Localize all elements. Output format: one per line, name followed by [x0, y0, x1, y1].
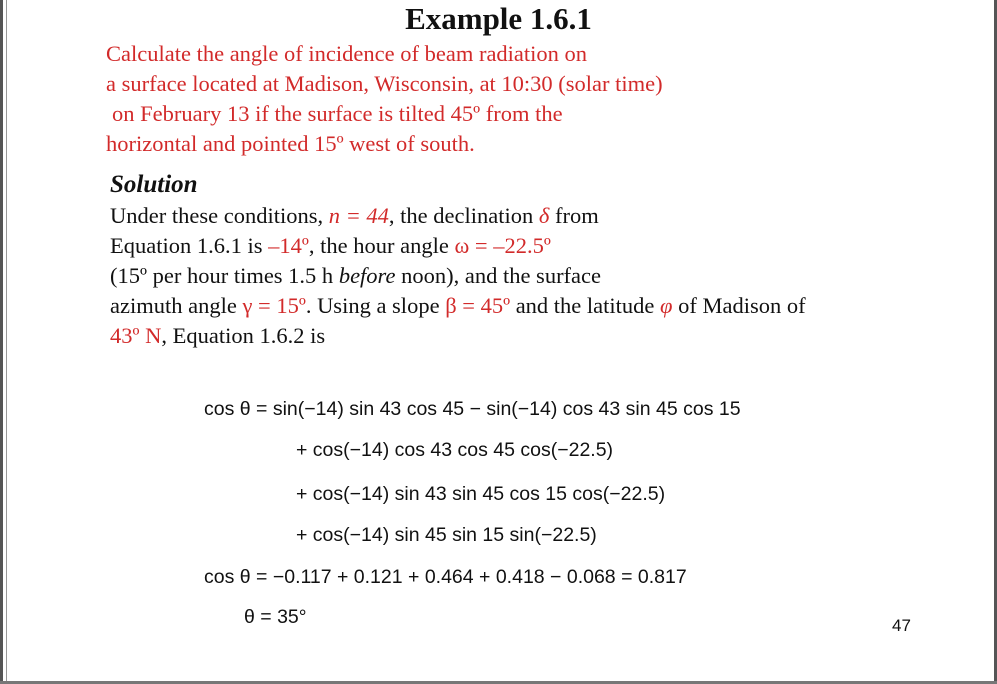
text: azimuth angle	[110, 293, 243, 318]
page-left-border	[0, 0, 3, 684]
text: of Madison of	[672, 293, 806, 318]
text: , the hour angle	[308, 233, 455, 258]
declination-symbol: δ	[538, 203, 550, 228]
page-left-border-inner	[6, 0, 7, 684]
equation-line-2: + cos(−14) cos 43 cos 45 cos(−22.5)	[296, 439, 614, 461]
page-number: 47	[892, 616, 911, 635]
problem-line: a surface located at Madison, Wisconsin, at 10:30 (solar time)	[106, 71, 663, 96]
text: noon), and the surface	[395, 263, 602, 288]
latitude-symbol: φ	[660, 293, 673, 318]
problem-line: on February 13 if the surface is tilted 45º from the	[112, 101, 563, 126]
equation-line-5: cos θ = −0.117 + 0.121 + 0.464 + 0.418 − 0.068 = 0.817	[204, 566, 687, 588]
azimuth-value: γ = 15º	[242, 293, 306, 318]
text: (15º per hour times 1.5 h	[110, 263, 339, 288]
equation-line-6: θ = 35°	[244, 606, 307, 628]
text: , the declination	[388, 203, 539, 228]
text: Equation 1.6.1 is	[110, 233, 269, 258]
solution-line-3	[110, 262, 601, 290]
problem-line: Calculate the angle of incidence of beam radiation on	[106, 41, 588, 66]
equation-line-1: cos θ = sin(−14) sin 43 cos 45 − sin(−14) cos 43 sin 45 cos 15	[204, 398, 741, 420]
declination-value: –14º	[268, 233, 309, 258]
solution-line-2	[110, 232, 551, 260]
equation-line-4: + cos(−14) sin 45 sin 15 sin(−22.5)	[296, 524, 597, 546]
example-title: Example 1.6.1	[405, 1, 592, 36]
solution-line-5	[110, 322, 325, 350]
equation-line-3: + cos(−14) sin 43 sin 45 cos 15 cos(−22.5)	[296, 483, 666, 505]
text: . Using a slope	[305, 293, 446, 318]
solution-line-1	[110, 202, 599, 230]
text: , Equation 1.6.2 is	[161, 323, 326, 348]
solution-line-4	[110, 292, 806, 320]
text: and the latitude	[510, 293, 661, 318]
latitude-value: 43º N	[110, 323, 162, 348]
text: Under these conditions,	[110, 203, 329, 228]
day-number: n = 44	[328, 203, 389, 228]
solution-heading: Solution	[110, 171, 198, 198]
problem-line: horizontal and pointed 15º west of south.	[106, 131, 475, 156]
text: from	[549, 203, 599, 228]
emphasis: before	[338, 263, 396, 288]
slope-value: β = 45º	[445, 293, 511, 318]
hour-angle-value: ω = –22.5º	[454, 233, 551, 258]
